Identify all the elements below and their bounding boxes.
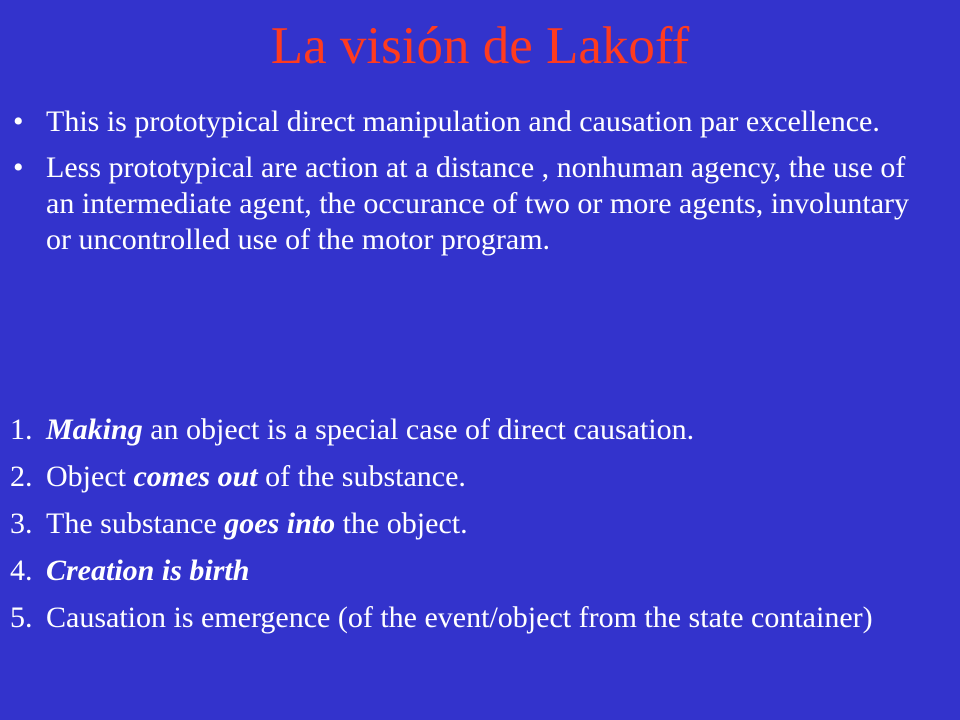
number-marker: 5. — [10, 601, 33, 634]
item-text-before: Object — [46, 460, 134, 493]
bullet-list — [13, 104, 928, 268]
bullet-text: Less prototypical are action at a distance , nonhuman agency, the use of an intermediate agent, the occurance of two or more agents, involuntary or uncontrolled use of the motor program. — [46, 151, 909, 256]
item-emphasis: Making — [46, 413, 143, 446]
numbered-item — [10, 412, 940, 448]
item-emphasis: comes out — [133, 460, 258, 493]
bullet-item — [13, 150, 928, 258]
number-marker: 1. — [10, 413, 33, 446]
bullet-text: This is prototypical direct manipulation and causation par excellence. — [46, 105, 880, 138]
item-text-before: The substance — [46, 507, 225, 540]
item-text-before: Causation is emergence (of the event/object from the state container) — [46, 601, 873, 634]
item-emphasis: goes into — [224, 507, 336, 540]
item-text-after: an object is a special case of direct causation. — [142, 413, 695, 446]
slide-title: La visión de Lakoff — [270, 17, 690, 75]
bullet-marker: • — [13, 105, 24, 138]
numbered-item — [10, 459, 940, 495]
number-marker: 2. — [10, 460, 33, 493]
numbered-item — [10, 553, 940, 589]
number-marker: 4. — [10, 554, 33, 587]
bullet-marker: • — [13, 151, 24, 184]
item-text-after: of the substance. — [257, 460, 466, 493]
numbered-item — [10, 506, 940, 542]
item-emphasis: Creation is birth — [46, 554, 250, 587]
bullet-item — [13, 104, 928, 140]
numbered-item — [10, 600, 940, 636]
numbered-list — [10, 412, 940, 647]
number-marker: 3. — [10, 507, 33, 540]
item-text-after: the object. — [335, 507, 468, 540]
